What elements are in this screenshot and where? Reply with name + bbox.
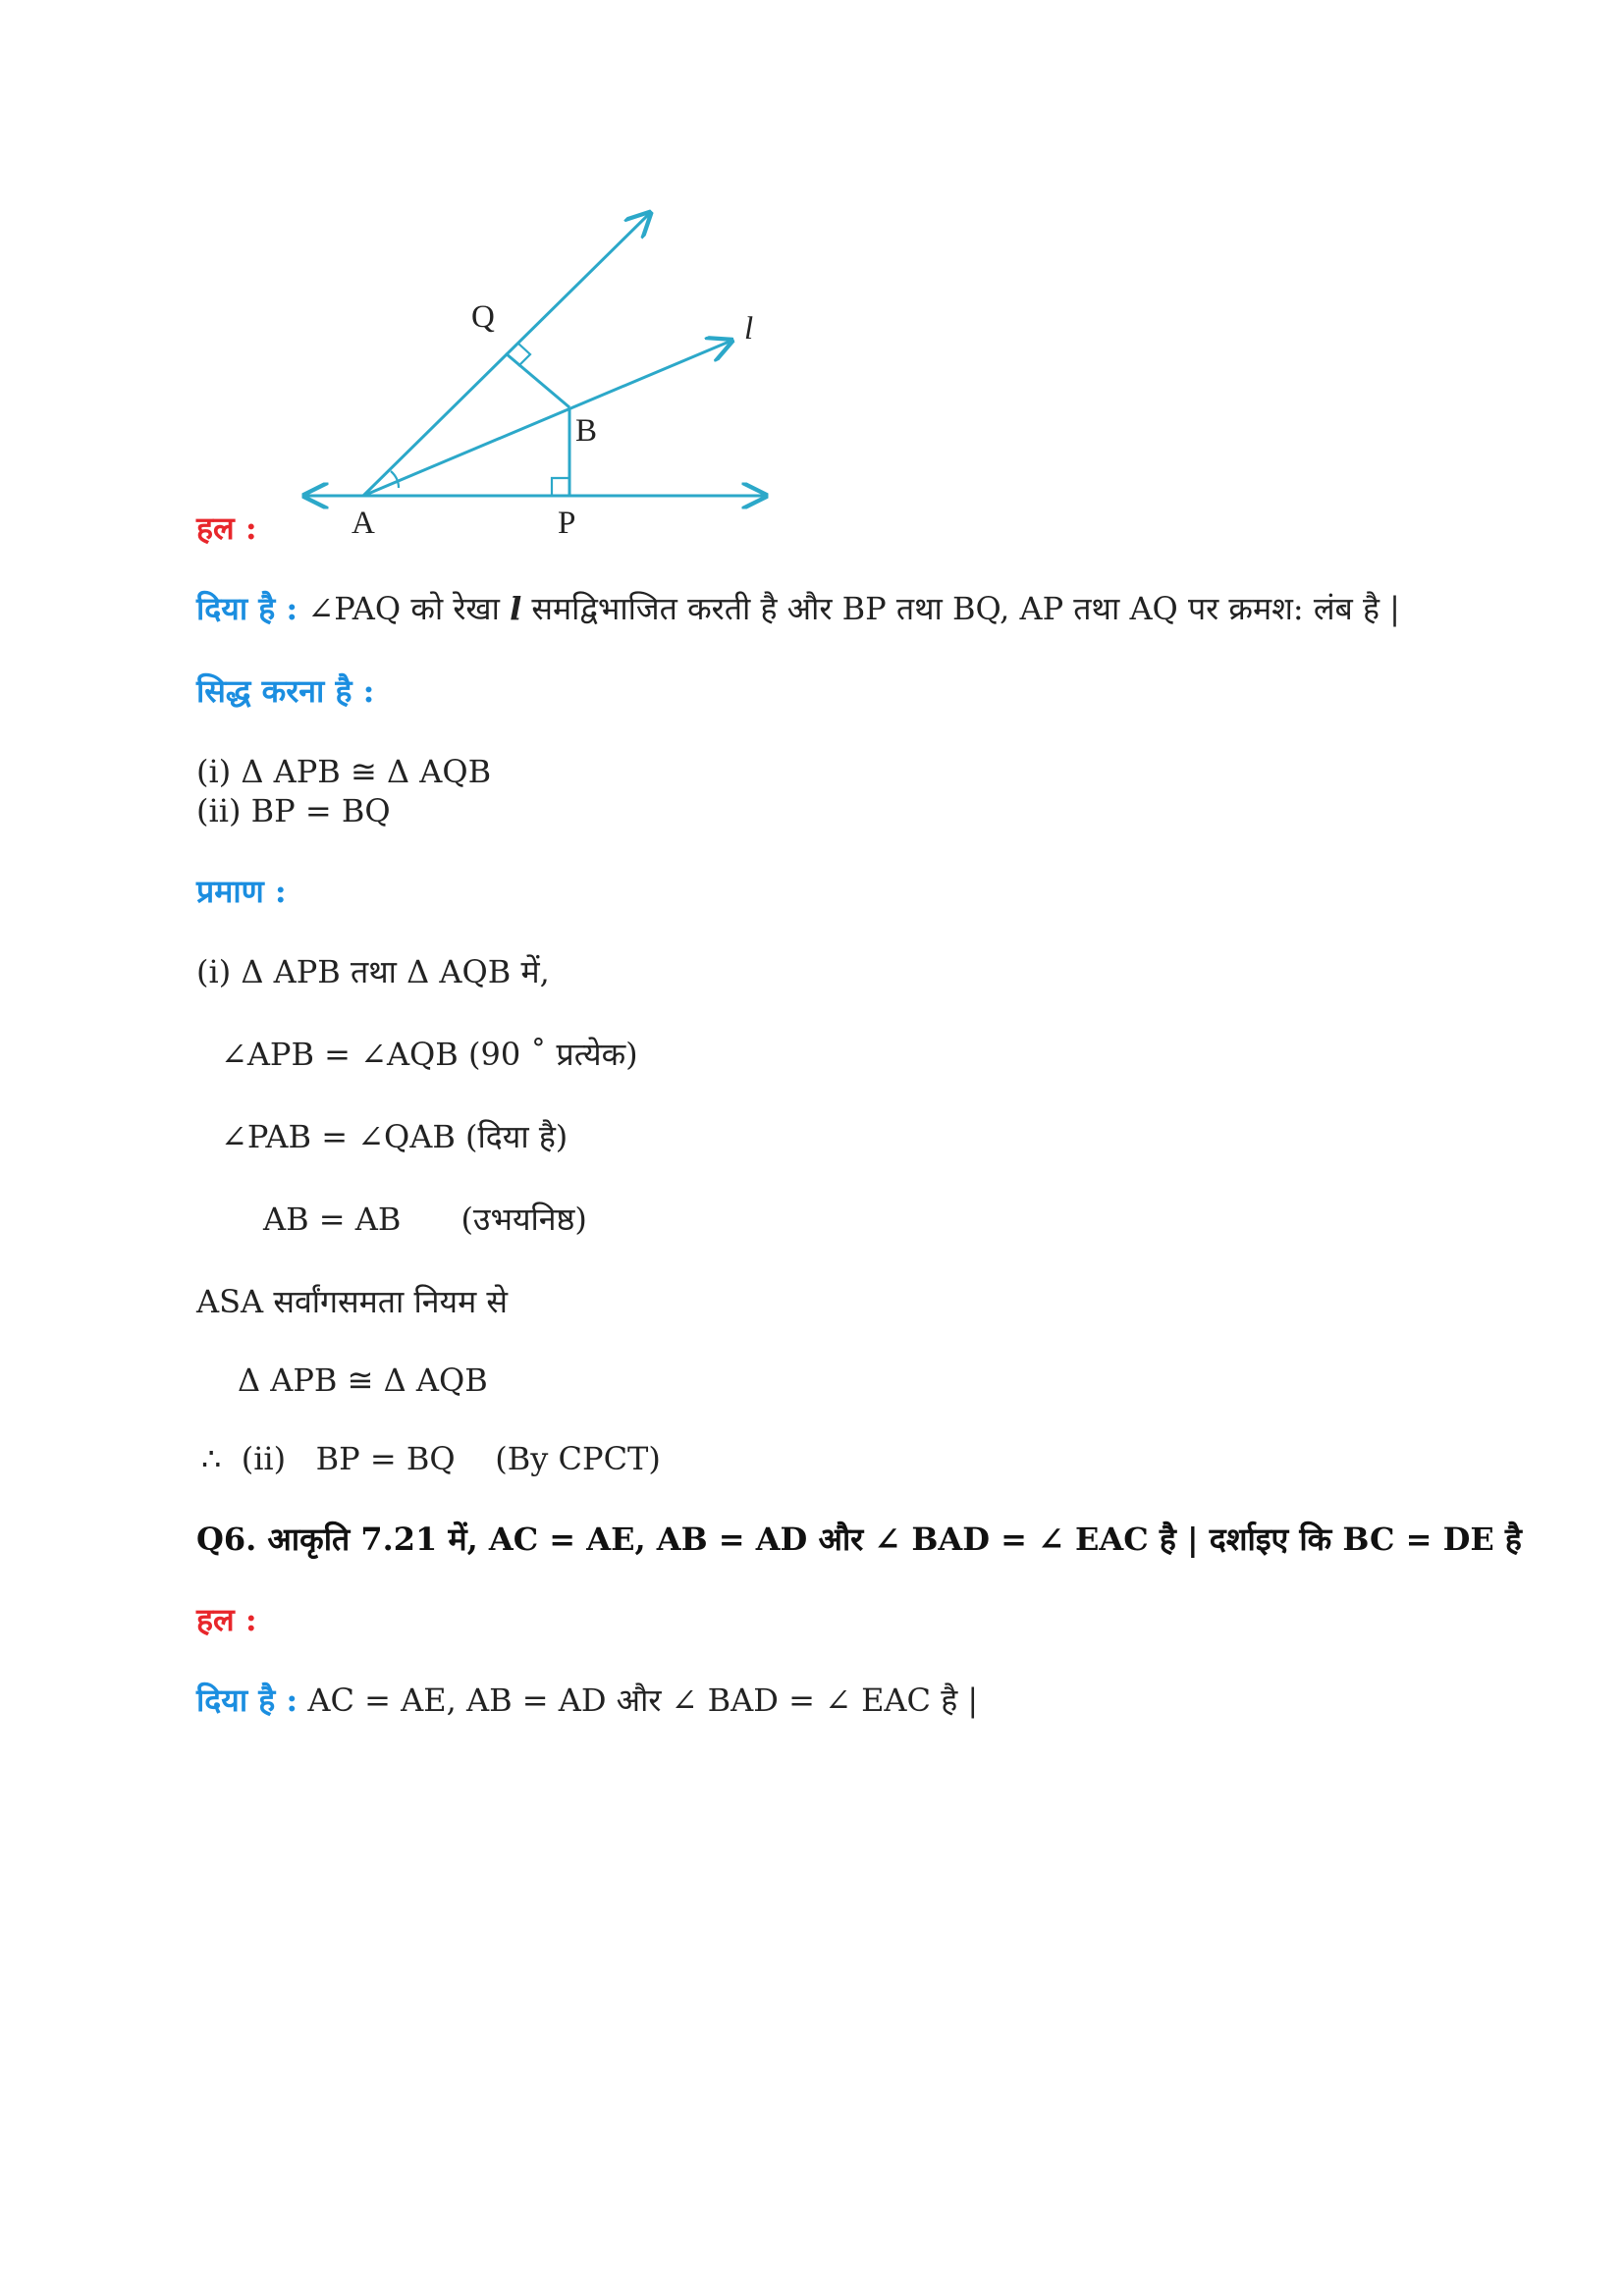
given-label: दिया है :	[196, 590, 298, 627]
right-angle-p	[552, 478, 569, 496]
given-text2: समद्विभाजित करती है और BP तथा BQ, AP तथा AQ पर क्रमश: लंब है |	[521, 590, 1400, 627]
proof-line-6: Δ APB ≅ Δ AQB	[238, 1362, 488, 1399]
angle-mark-a	[391, 471, 399, 488]
label-q: Q	[471, 299, 495, 335]
geometry-figure	[285, 191, 795, 555]
proof-line-2: ∠APB = ∠AQB (90 ˚ प्रत्येक)	[221, 1036, 638, 1073]
proof-line-1: (i) Δ APB तथा Δ AQB में,	[196, 953, 550, 990]
solution-label: हल :	[196, 509, 257, 547]
bisector-l	[363, 341, 731, 496]
proof-line-5: ASA सर्वांगसमता नियम से	[196, 1283, 509, 1320]
q6-solution-label: हल :	[196, 1601, 257, 1638]
label-l: l	[744, 311, 754, 347]
label-b: B	[575, 413, 598, 449]
label-a: A	[352, 506, 375, 541]
given-text: ∠PAQ को रेखा	[307, 590, 511, 627]
proof-label: प्रमाण :	[196, 873, 287, 910]
q6-given-line	[196, 1681, 978, 1720]
to-prove-label: सिद्ध करना है :	[196, 672, 375, 710]
q6-given-label: दिया है :	[196, 1682, 298, 1719]
q6-given-text: AC = AE, AB = AD और ∠ BAD = ∠ EAC है |	[298, 1682, 979, 1719]
q6-question: Q6. आकृति 7.21 में, AC = AE, AB = AD और ∠ BAD = ∠ EAC है | दर्शाइए कि BC = DE है	[196, 1521, 1522, 1558]
proof-line-7: ∴ (ii) BP = BQ (By CPCT)	[201, 1440, 661, 1477]
label-p: P	[558, 506, 576, 541]
proof-line-4: AB = AB (उभयनिष्ठ)	[263, 1201, 587, 1238]
proof-line-3: ∠PAB = ∠QAB (दिया है)	[221, 1118, 568, 1155]
segment-bq	[506, 353, 569, 407]
given-l: l	[510, 590, 522, 627]
to-prove-2: (ii) BP = BQ	[196, 792, 391, 829]
right-angle-q	[517, 343, 530, 366]
given-line	[196, 589, 1400, 628]
to-prove-1: (i) Δ APB ≅ Δ AQB	[196, 753, 492, 790]
